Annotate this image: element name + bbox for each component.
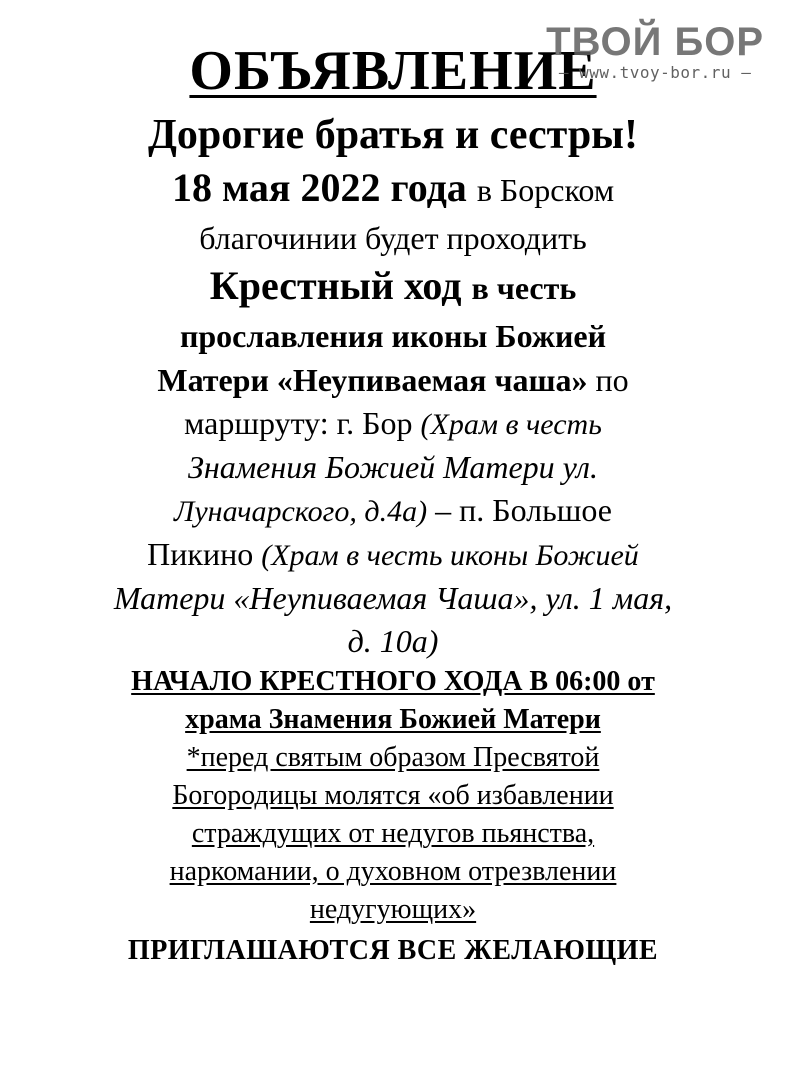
icon-line [40, 358, 746, 402]
text-line-11: Матери «Неупиваемая Чаша», ул. 1 мая, [113, 580, 673, 616]
procession-line [40, 260, 746, 314]
event-date: 18 мая 2022 года [171, 165, 467, 210]
route-start-address: Луначарского, д.4а) [174, 495, 428, 528]
route-end: – п. Большое [435, 492, 612, 528]
text-line-8: Знамения Божией Матери ул. [188, 449, 598, 485]
procession-line-rest: в честь [471, 270, 577, 306]
closing-invitation: ПРИГЛАШАЮТСЯ ВСЕ ЖЕЛАЮЩИЕ [127, 935, 659, 966]
route-end-village: Пикино [147, 536, 254, 572]
text-line-12: д. 10а) [347, 623, 439, 659]
icon-line-rest: по [595, 362, 629, 398]
prayer-line: наркомании, о духовном отрезвлении [169, 856, 617, 887]
prayer-line: страждущих от недугов пьянства, [191, 818, 595, 849]
start-time-line: НАЧАЛО КРЕСТНОГО ХОДА В 06:00 от [131, 666, 655, 697]
text-line-5: прославления иконы Божией [179, 318, 607, 354]
text-line-9 [40, 489, 746, 533]
start-place-line: храма Знамения Божией Матери [185, 704, 601, 735]
prayer-line: Богородицы молятся «об избавлении [172, 780, 614, 811]
route-end-church: (Храм в честь иконы Божией [261, 539, 639, 572]
text-line-10 [40, 533, 746, 577]
watermark-url: – www.tvoy-bor.ru – [558, 63, 752, 82]
route-line [40, 402, 746, 446]
procession-title: Крестный ход [209, 263, 462, 308]
icon-name: Матери «Неупиваемая чаша» [157, 362, 588, 398]
prayer-line: недугующих» [309, 894, 477, 925]
date-line [40, 162, 746, 216]
date-line-rest: в Борском [476, 172, 615, 208]
watermark-title: ТВОЙ БОР [546, 20, 764, 64]
route-start-church: (Храм в честь [420, 408, 602, 441]
greeting: Дорогие братья и сестры! [148, 112, 638, 158]
prayer-line: *перед святым образом Пресвятой [186, 742, 600, 773]
announcement-body [40, 40, 746, 971]
text-line-3: благочинии будет проходить [199, 220, 587, 256]
announcement-heading: ОБЪЯВЛЕНИЕ [189, 40, 597, 102]
route-start: маршруту: г. Бор [184, 405, 413, 441]
